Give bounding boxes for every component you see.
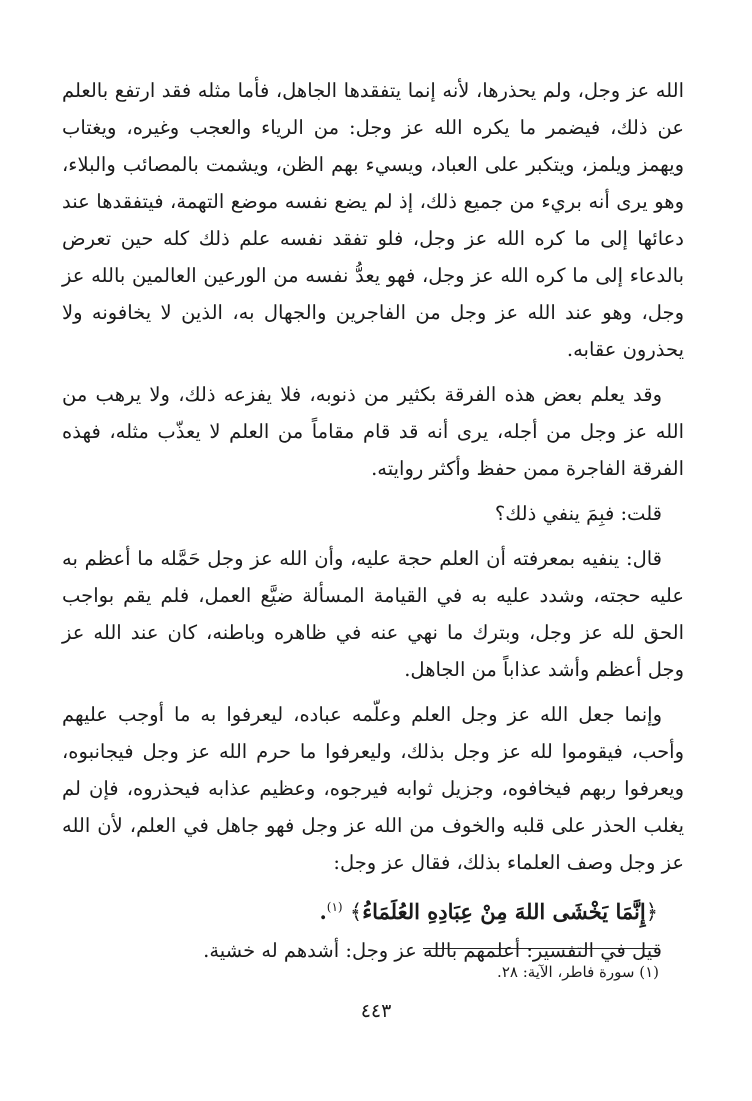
verse-open-bracket: ﴿: [645, 900, 658, 924]
paragraph-2: وقد يعلم بعض هذه الفرقة بكثير من ذنوبه، فلا يفزعه ذلك، ولا يرهب من الله عز وجل من أجله، يرى أنه قد قام مقاماً من العلم لا يعذّب مثله، فهذه الفرقة الفاجرة ممن حفظ وأكثر روايته.: [62, 383, 684, 480]
paragraph-3: قال: ينفيه بمعرفته أن العلم حجة عليه، وأن الله عز وجل حَمَّله ما أعظم به عليه حجته، وشدد عليه به في القيامة المسألة ضيَّع العمل، فلم يقم بواجب الحق لله عز وجل، وبترك ما نهي عنه في ظاهره وباطنه، كان عند الله عز وجل أعظم وأشد عذاباً من الجاهل.: [62, 547, 684, 681]
verse-end-mark: .: [319, 899, 327, 924]
footnote-reference: (١): [326, 900, 343, 914]
footnote-divider: [423, 948, 659, 949]
paragraph-1: الله عز وجل، ولم يحذرها، لأنه إنما يتفقدها الجاهل، فأما مثله فقد ارتفع بالعلم عن ذلك، فيضمر ما يكره الله عز وجل: من الرياء والعجب وغيره، ويغتاب ويهمز ويلمز، ويتكبر على العباد، ويسيء بهم الظن، ويشمت بالمصائب والبلاء، وهو يرى أنه بريء من جميع ذلك، إذ لم يضع نفسه موضع التهمة، فيتفقدها عند دعائها إلى ما كره الله عز وجل، فلو تفقد نفسه علم ذلك كله حين تعرض بالدعاء إلى ما كره الله عز وجل، فهو يعدُّ نفسه من الورعين العالمين بالله عز وجل، وهو عند الله عز وجل من الفاجرين والجهال به، الذين لا يخافونه ولا يحذرون عقابه.: [62, 79, 684, 361]
verse-close-bracket: ﴾: [349, 900, 363, 924]
question-line: قلت: فبِمَ ينفي ذلك؟: [494, 502, 662, 525]
page-number: ٤٤٣: [360, 1000, 392, 1022]
footnote: (١) سورة فاطر، الآية: ٢٨.: [497, 963, 659, 981]
verse-text: إِنَّمَا يَخْشَى اللهَ مِنْ عِبَادِهِ العُلَمَاءُ: [362, 899, 646, 924]
quran-verse: [62, 887, 684, 932]
paragraph-4: وإنما جعل الله عز وجل العلم وعلّمه عباده، ليعرفوا به ما أوجب عليهم وأحب، فيقوموا لله عز وجل بذلك، وليعرفوا ما حرم الله عز وجل فيجانبوه، ويعرفوا ربهم فيخافوه، وجزيل ثوابه فيرجوه، وعظيم عذابه فيحذروه، فإن لم يغلب الحذر على قلبه والخوف من الله عز وجل فهو جاهل في العلم، لأن الله عز وجل وصف العلماء بذلك، فقال عز وجل:: [62, 703, 684, 874]
closing-line: قيل في التفسير: أعلمهم بالله عز وجل: أشدهم له خشية.: [203, 939, 662, 962]
body-text: [62, 72, 684, 969]
